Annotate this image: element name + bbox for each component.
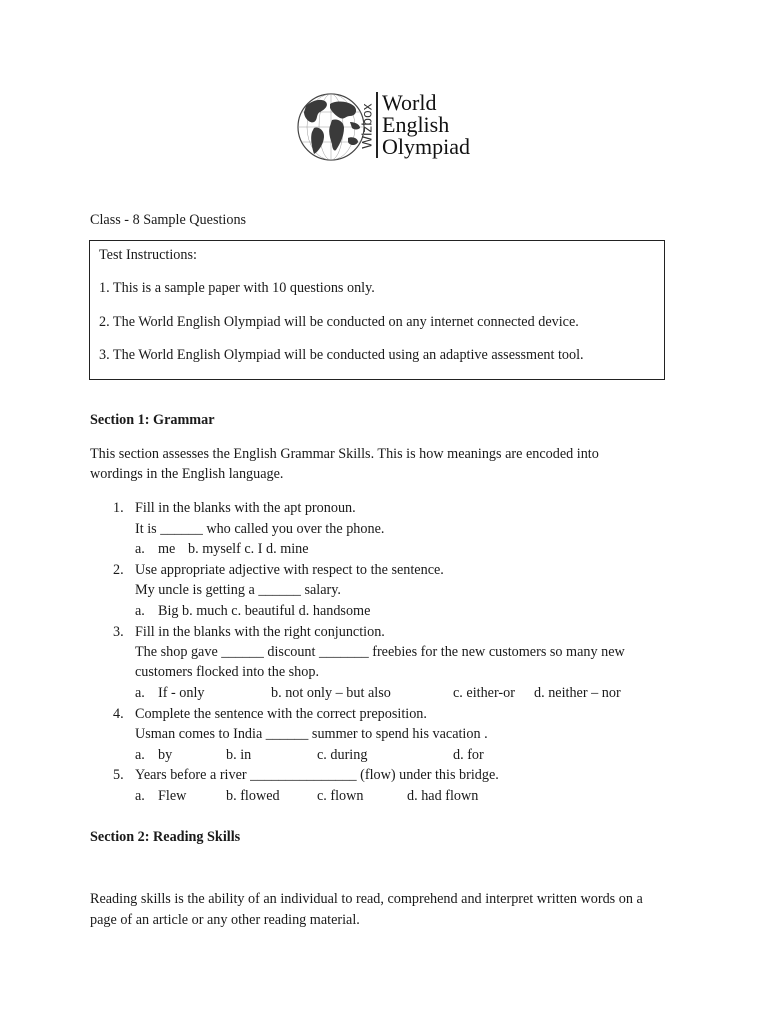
option-d: d. had flown (407, 788, 479, 804)
option-a: Flew (158, 788, 187, 804)
question-number: 4. (113, 706, 124, 722)
section-1-title: Section 1: Grammar (90, 412, 215, 428)
option-a-label: a. (135, 541, 145, 557)
section-2-title: Section 2: Reading Skills (90, 829, 241, 845)
question-number: 1. (113, 500, 124, 516)
question-prompt: Fill in the blanks with the right conjunction. (135, 624, 385, 640)
option-b: b. in (226, 747, 252, 763)
logo-title-line-3: Olympiad (382, 134, 470, 159)
question-prompt: Fill in the blanks with the apt pronoun. (135, 500, 356, 516)
option-a: If - only (158, 685, 205, 701)
wizbox-brand-text: Wizbox (359, 103, 375, 149)
logo-title-line-2: English (382, 112, 450, 137)
question-sentence-cont: customers flocked into the shop. (135, 664, 320, 680)
option-a-label: a. (135, 685, 145, 701)
section-1-intro-line-1: This section assesses the English Grammar Skills. This is how meanings are encoded into (90, 446, 599, 462)
option-d: d. for (453, 747, 484, 763)
question-sentence: My uncle is getting a ______ salary. (135, 582, 341, 598)
question-prompt: Use appropriate adjective with respect to the sentence. (135, 562, 444, 578)
options-rest: b. myself c. I d. mine (188, 541, 309, 557)
question-sentence: The shop gave ______ discount _______ freebies for the new customers so many new (135, 644, 625, 660)
question-prompt: Years before a river _______________ (flow) under this bridge. (135, 767, 499, 783)
instruction-item: 1. This is a sample paper with 10 questions only. (99, 280, 375, 296)
option-a: me (158, 541, 176, 557)
question-number: 2. (113, 562, 124, 578)
section-1-intro-line-2: wordings in the English language. (90, 466, 284, 482)
world-english-olympiad-logo (296, 90, 486, 162)
option-a-label: a. (135, 747, 145, 763)
logo-title-line-1: World (382, 90, 437, 115)
question-sentence: Usman comes to India ______ summer to spend his vacation . (135, 726, 488, 742)
option-a-label: a. (135, 788, 145, 804)
question-prompt: Complete the sentence with the correct preposition. (135, 706, 427, 722)
test-instructions-box (89, 240, 665, 380)
option-d: d. neither – nor (534, 685, 621, 701)
option-a: by (158, 747, 173, 763)
logo-divider (376, 92, 378, 158)
section-2-intro-line-1: Reading skills is the ability of an individual to read, comprehend and interpret written words on a (90, 891, 643, 907)
option-a-label: a. (135, 603, 145, 619)
question-number: 3. (113, 624, 124, 640)
option-b: b. flowed (226, 788, 280, 804)
section-2-intro-line-2: page of an article or any other reading material. (90, 912, 360, 928)
instruction-item: 3. The World English Olympiad will be conducted using an adaptive assessment tool. (99, 347, 584, 363)
option-c: c. flown (317, 788, 364, 804)
question-sentence: It is ______ who called you over the phone. (135, 521, 385, 537)
instructions-heading: Test Instructions: (99, 247, 197, 263)
class-title: Class - 8 Sample Questions (90, 212, 247, 228)
option-b: b. not only – but also (271, 685, 391, 701)
option-c: c. either-or (453, 685, 515, 701)
question-number: 5. (113, 767, 124, 783)
option-c: c. during (317, 747, 368, 763)
options-list: Big b. much c. beautiful d. handsome (158, 603, 371, 619)
instruction-item: 2. The World English Olympiad will be conducted on any internet connected device. (99, 314, 579, 330)
